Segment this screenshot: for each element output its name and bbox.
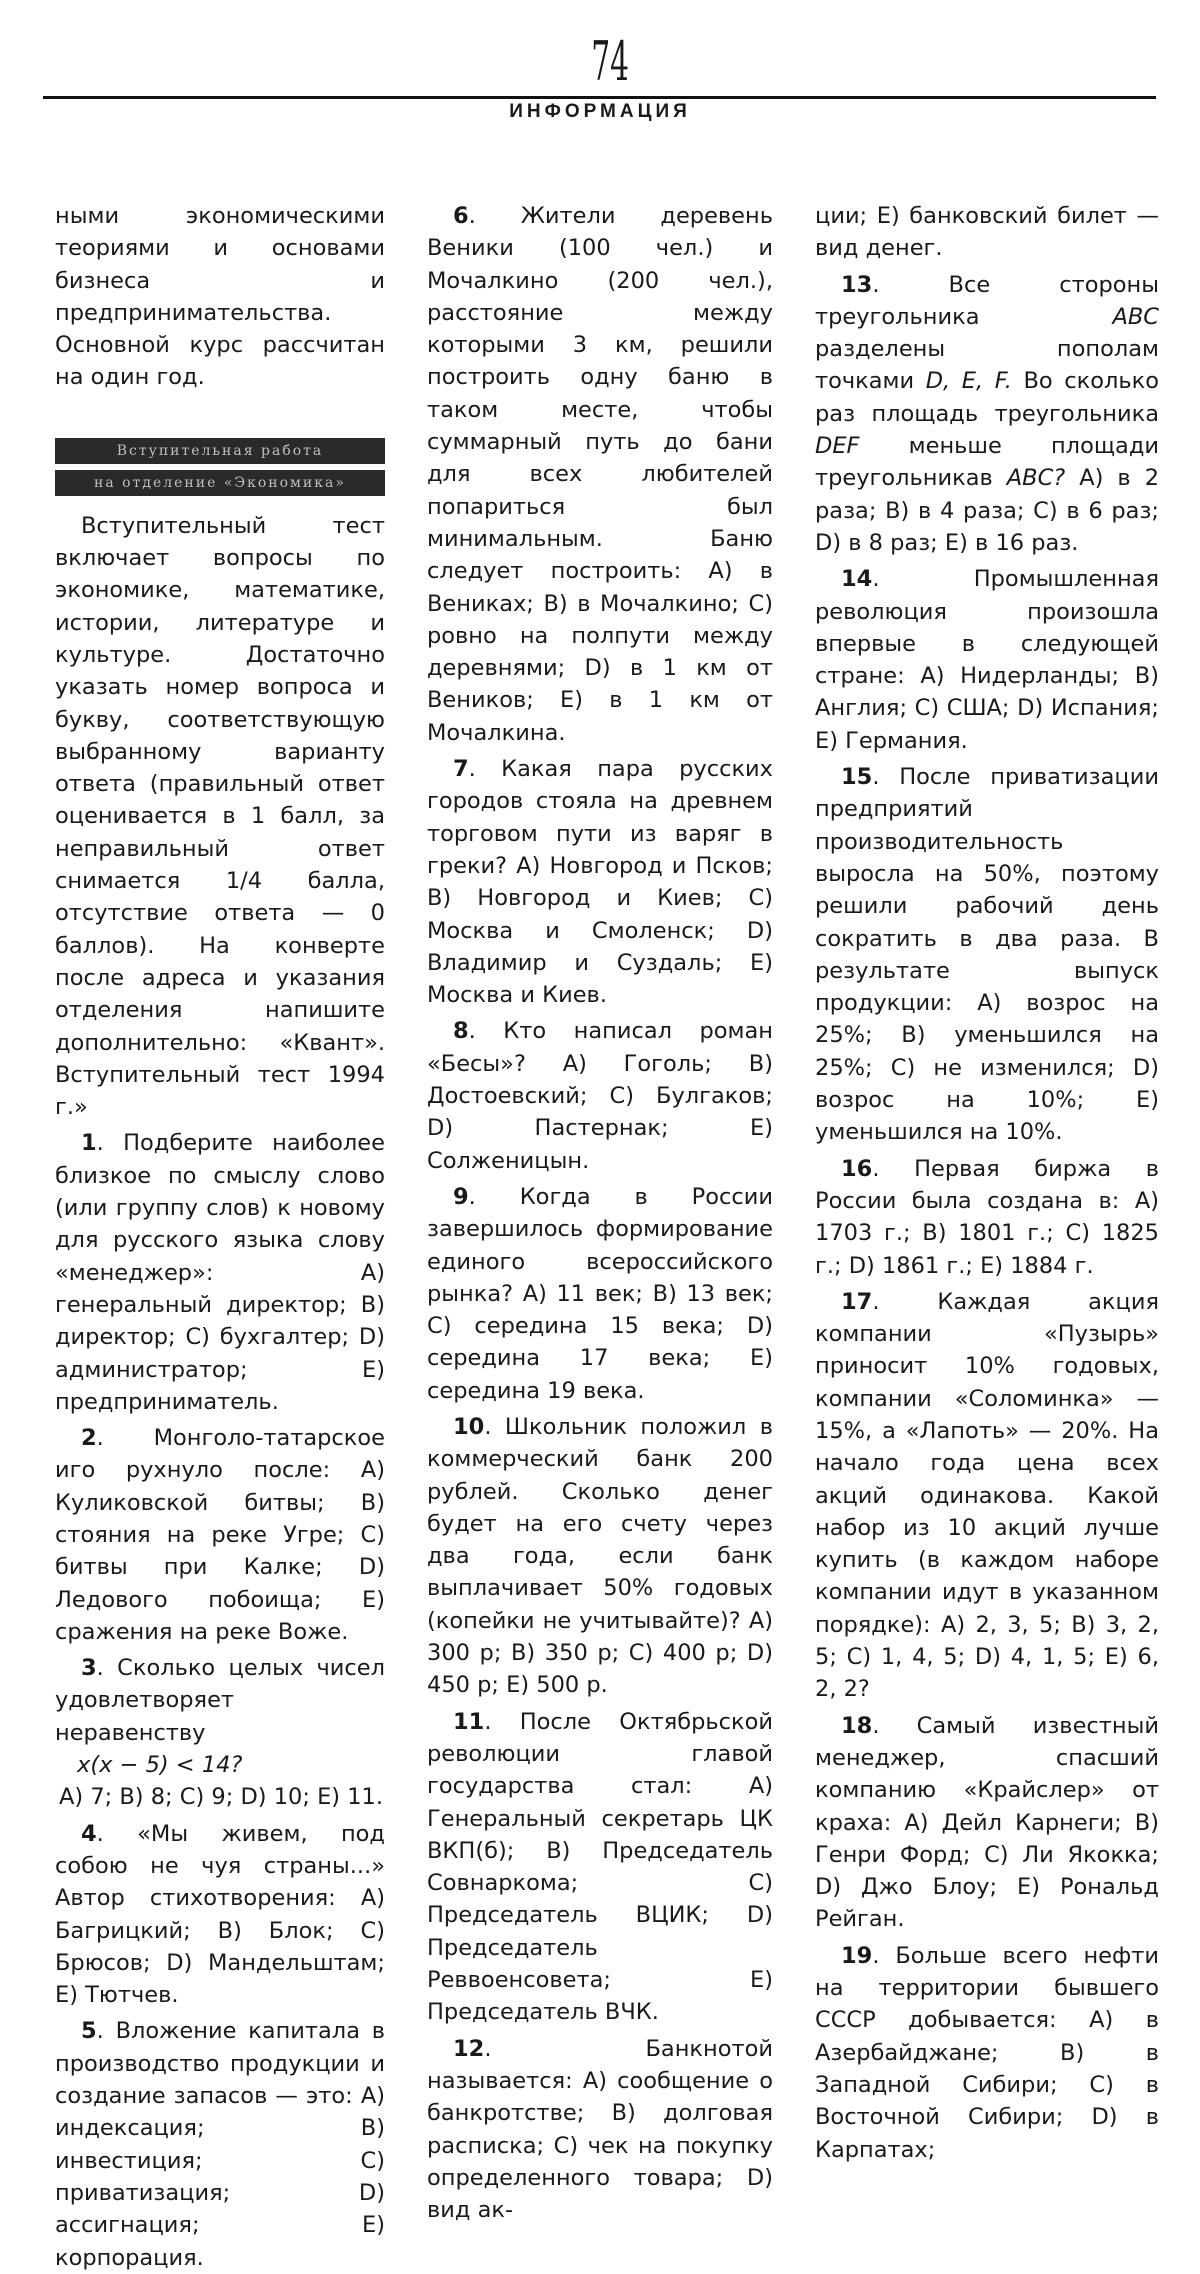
question-text: разделены пополам точками — [815, 336, 1159, 395]
question-text: Во сколько раз площадь треугольника — [815, 368, 1160, 427]
question-11 — [427, 1706, 773, 2029]
question-text: . Банкнотой называется: А) сообщение о банкротстве; В) долговая расписка; С) чек на покупку определенного товара; D) вид ак- — [427, 2035, 773, 2224]
column-3 — [815, 200, 1159, 2166]
question-text: . Вложение капитала в производство продукции и создание запасов — это: А) индексация; В) инвестиция; С) приватизация; D) ассигнация; Е) корпорация. — [55, 2018, 385, 2271]
question-number: 2 — [81, 1425, 97, 1452]
section-heading-line-2: на отделение «Экономика» — [55, 470, 385, 496]
question-number: 10 — [453, 1413, 485, 1440]
section-heading-line-1: Вступительная работа — [55, 438, 385, 464]
question-number: 13 — [841, 271, 873, 298]
question-text: . «Мы живем, под собою не чуя страны...» Автор стихотворения: А) Багрицкий; В) Блок; С) Брюсов; D) Мандельштам; Е) Тютчев. — [55, 1820, 385, 2009]
points-def-label: D, E, F. — [925, 368, 1012, 395]
question-7 — [427, 753, 773, 1011]
question-number: 1 — [81, 1130, 97, 1157]
section-title: ИНФОРМАЦИЯ — [509, 101, 691, 122]
page-number: 74 — [591, 30, 630, 93]
question-text: . Монголо-татарское иго рухнуло после: А) Куликовской битвы; В) стояния на реке Угре; С) битвы при Калке; D) Ледового побоища; Е) сражения на реке Воже. — [55, 1425, 385, 1645]
question-number: 7 — [453, 756, 469, 783]
column-2 — [427, 200, 773, 2226]
question-3-formula: x(x − 5) < 14? — [77, 1752, 243, 1779]
question-6 — [427, 200, 773, 749]
question-8 — [427, 1015, 773, 1176]
question-number: 8 — [453, 1018, 469, 1045]
question-18 — [815, 1710, 1159, 1936]
question-text: . Самый известный менеджер, спасший компанию «Крайслер» от краха: А) Дейл Карнеги; В) Генри Форд; С) Ли Якокка; D) Джо Блоу; Е) Рональд Рейган. — [815, 1712, 1159, 1933]
question-13 — [815, 269, 1159, 560]
question-1 — [55, 1127, 385, 1418]
column-1 — [55, 200, 385, 2274]
question-15 — [815, 761, 1159, 1149]
question-number: 9 — [453, 1183, 469, 1210]
question-number: 12 — [453, 2035, 485, 2062]
question-text: . Все стороны треугольника — [815, 271, 1159, 330]
triangle-abc-label: ABC — [1112, 303, 1159, 330]
question-text: А) в 2 раза; В) в 4 раза; С) в 6 раз; D) в 8 раз; Е) в 16 раз. — [815, 465, 1160, 556]
question-number: 16 — [841, 1155, 873, 1182]
question-text: . Жители деревень Веники (100 чел.) и Мочалкино (200 чел.), расстояние между которыми 3 км, решили построить одну баню в таком месте, чтобы суммарный путь до бани для всех любителей попариться был минимальным. Баню следует построить: А) в Вениках; В) в Мочалкино; С) ровно на полпути между деревнями; D) в 1 км от Веников; Е) в 1 км от Мочалкина. — [427, 203, 773, 746]
question-3-options: А) 7; В) 8; С) 9; D) 10; Е) 11. — [59, 1784, 384, 1811]
question-text: . После Октябрьской революции главой государства стал: А) Генеральный секретарь ЦК ВКП(б); В) Председатель Совнаркома; С) Председатель ВЦИК; D) Председатель Реввоенсовета; Е) Председатель ВЧК. — [427, 1708, 773, 2026]
question-text: меньше площади треугольникав — [815, 433, 1159, 492]
question-5 — [55, 2015, 385, 2273]
question-12-continuation: ции; Е) банковский билет — вид денег. — [815, 203, 1159, 262]
question-17 — [815, 1286, 1159, 1706]
question-text: . Промышленная революция произошла впервые в следующей стране: А) Нидерланды; В) Англия; С) США; D) Испания; Е) Германия. — [815, 566, 1159, 754]
question-4 — [55, 1818, 385, 2012]
question-text: . Какая пара русских городов стояла на древнем торговом пути из варяг в греки? А) Новгород и Псков; В) Новгород и Киев; С) Москва и Смоленск; D) Владимир и Суздаль; Е) Москва и Киев. — [427, 756, 773, 1009]
question-text: . После приватизации предприятий производительность выросла на 50%, поэтому решили рабочий день сократить в два раза. В результате выпуск продукции: А) возрос на 25%; В) уменьшился на 25%; С) не изменился; D) возрос на 10%; Е) уменьшился на 10%. — [815, 764, 1159, 1146]
question-number: 3 — [81, 1655, 97, 1682]
question-number: 5 — [81, 2018, 97, 2045]
question-text: . Подберите наиболее близкое по смыслу слово (или группу слов) к новому для русского языка слову «менеджер»: А) генеральный директор; В) директор; С) бухгалтер; D) администратор; Е) предприниматель. — [55, 1130, 385, 1415]
question-3 — [55, 1652, 385, 1749]
question-text: . Кто написал роман «Бесы»? А) Гоголь; В) Достоевский; С) Булгаков; D) Пастернак; Е) Солженицын. — [427, 1018, 773, 1174]
question-text: . Каждая акция компании «Пузырь» приносит 10% годовых, компании «Соломинка» — 15%, а «Лапоть» — 20%. На начало года цена всех акций одинакова. Какой набор из 10 акций лучше купить (в каждом наборе компании идут в указанном порядке): А) 2, 3, 5; В) 3, 2, 5; С) 1, 4, 5; D) 4, 1, 5; Е) 6, 2, 2? — [815, 1288, 1159, 1703]
question-text: . Сколько целых чисел удовлетворяет неравенству — [55, 1655, 385, 1746]
question-14 — [815, 563, 1159, 757]
question-number: 14 — [841, 566, 873, 593]
question-10 — [427, 1411, 773, 1702]
question-number: 11 — [453, 1708, 485, 1735]
test-description: Вступительный тест включает вопросы по экономике, математике, истории, литературе и культуре. Достаточно указать номер вопроса и букву, соответствующую выбранному варианту ответа (правильный ответ оценивается в 1 балл, за неправильный ответ снимается 1/4 балла, отсутствие ответа — 0 баллов). На конверте после адреса и указания отделения напишите дополнительно: «Квант». Вступительный тест 1994 г.» — [55, 512, 385, 1121]
question-number: 17 — [841, 1288, 873, 1315]
section-heading — [55, 438, 385, 496]
question-number: 4 — [81, 1820, 97, 1847]
header-rule — [43, 96, 1156, 99]
question-2 — [55, 1422, 385, 1648]
intro-continuation: ными экономическими теориями и основами бизнеса и предпринимательства. Основной курс рассчитан на один год. — [55, 203, 385, 391]
question-text: . Первая биржа в России была создана в: А) 1703 г.; В) 1801 г.; С) 1825 г.; D) 1861 г.; Е) 1884 г. — [815, 1155, 1159, 1279]
question-text: . Когда в России завершилось формирование единого всероссийского рынка? А) 11 век; В) 13 век; С) середина 15 века; D) середина 17 века; Е) середина 19 века. — [427, 1183, 773, 1404]
question-text: . Больше всего нефти на территории бывшего СССР добывается: А) в Азербайджане; В) в Западной Сибири; С) в Восточной Сибири; D) в Карпатах; — [815, 1942, 1159, 2163]
question-number: 15 — [841, 764, 873, 791]
question-number: 6 — [453, 203, 469, 229]
question-text: . Школьник положил в коммерческий банк 200 рублей. Сколько денег будет на его счету через два года, если банк выплачивает 50% годовых (копейки не учитывайте)? А) 300 р; В) 350 р; С) 400 р; D) 450 р; Е) 500 р. — [427, 1413, 773, 1699]
question-number: 19 — [841, 1942, 873, 1969]
triangle-def-label: DEF — [815, 433, 860, 460]
question-16 — [815, 1153, 1159, 1282]
question-19 — [815, 1940, 1159, 2166]
question-number: 18 — [841, 1712, 873, 1739]
triangle-abc-label: ABC? — [1006, 465, 1066, 492]
question-12 — [427, 2033, 773, 2227]
question-9 — [427, 1181, 773, 1407]
